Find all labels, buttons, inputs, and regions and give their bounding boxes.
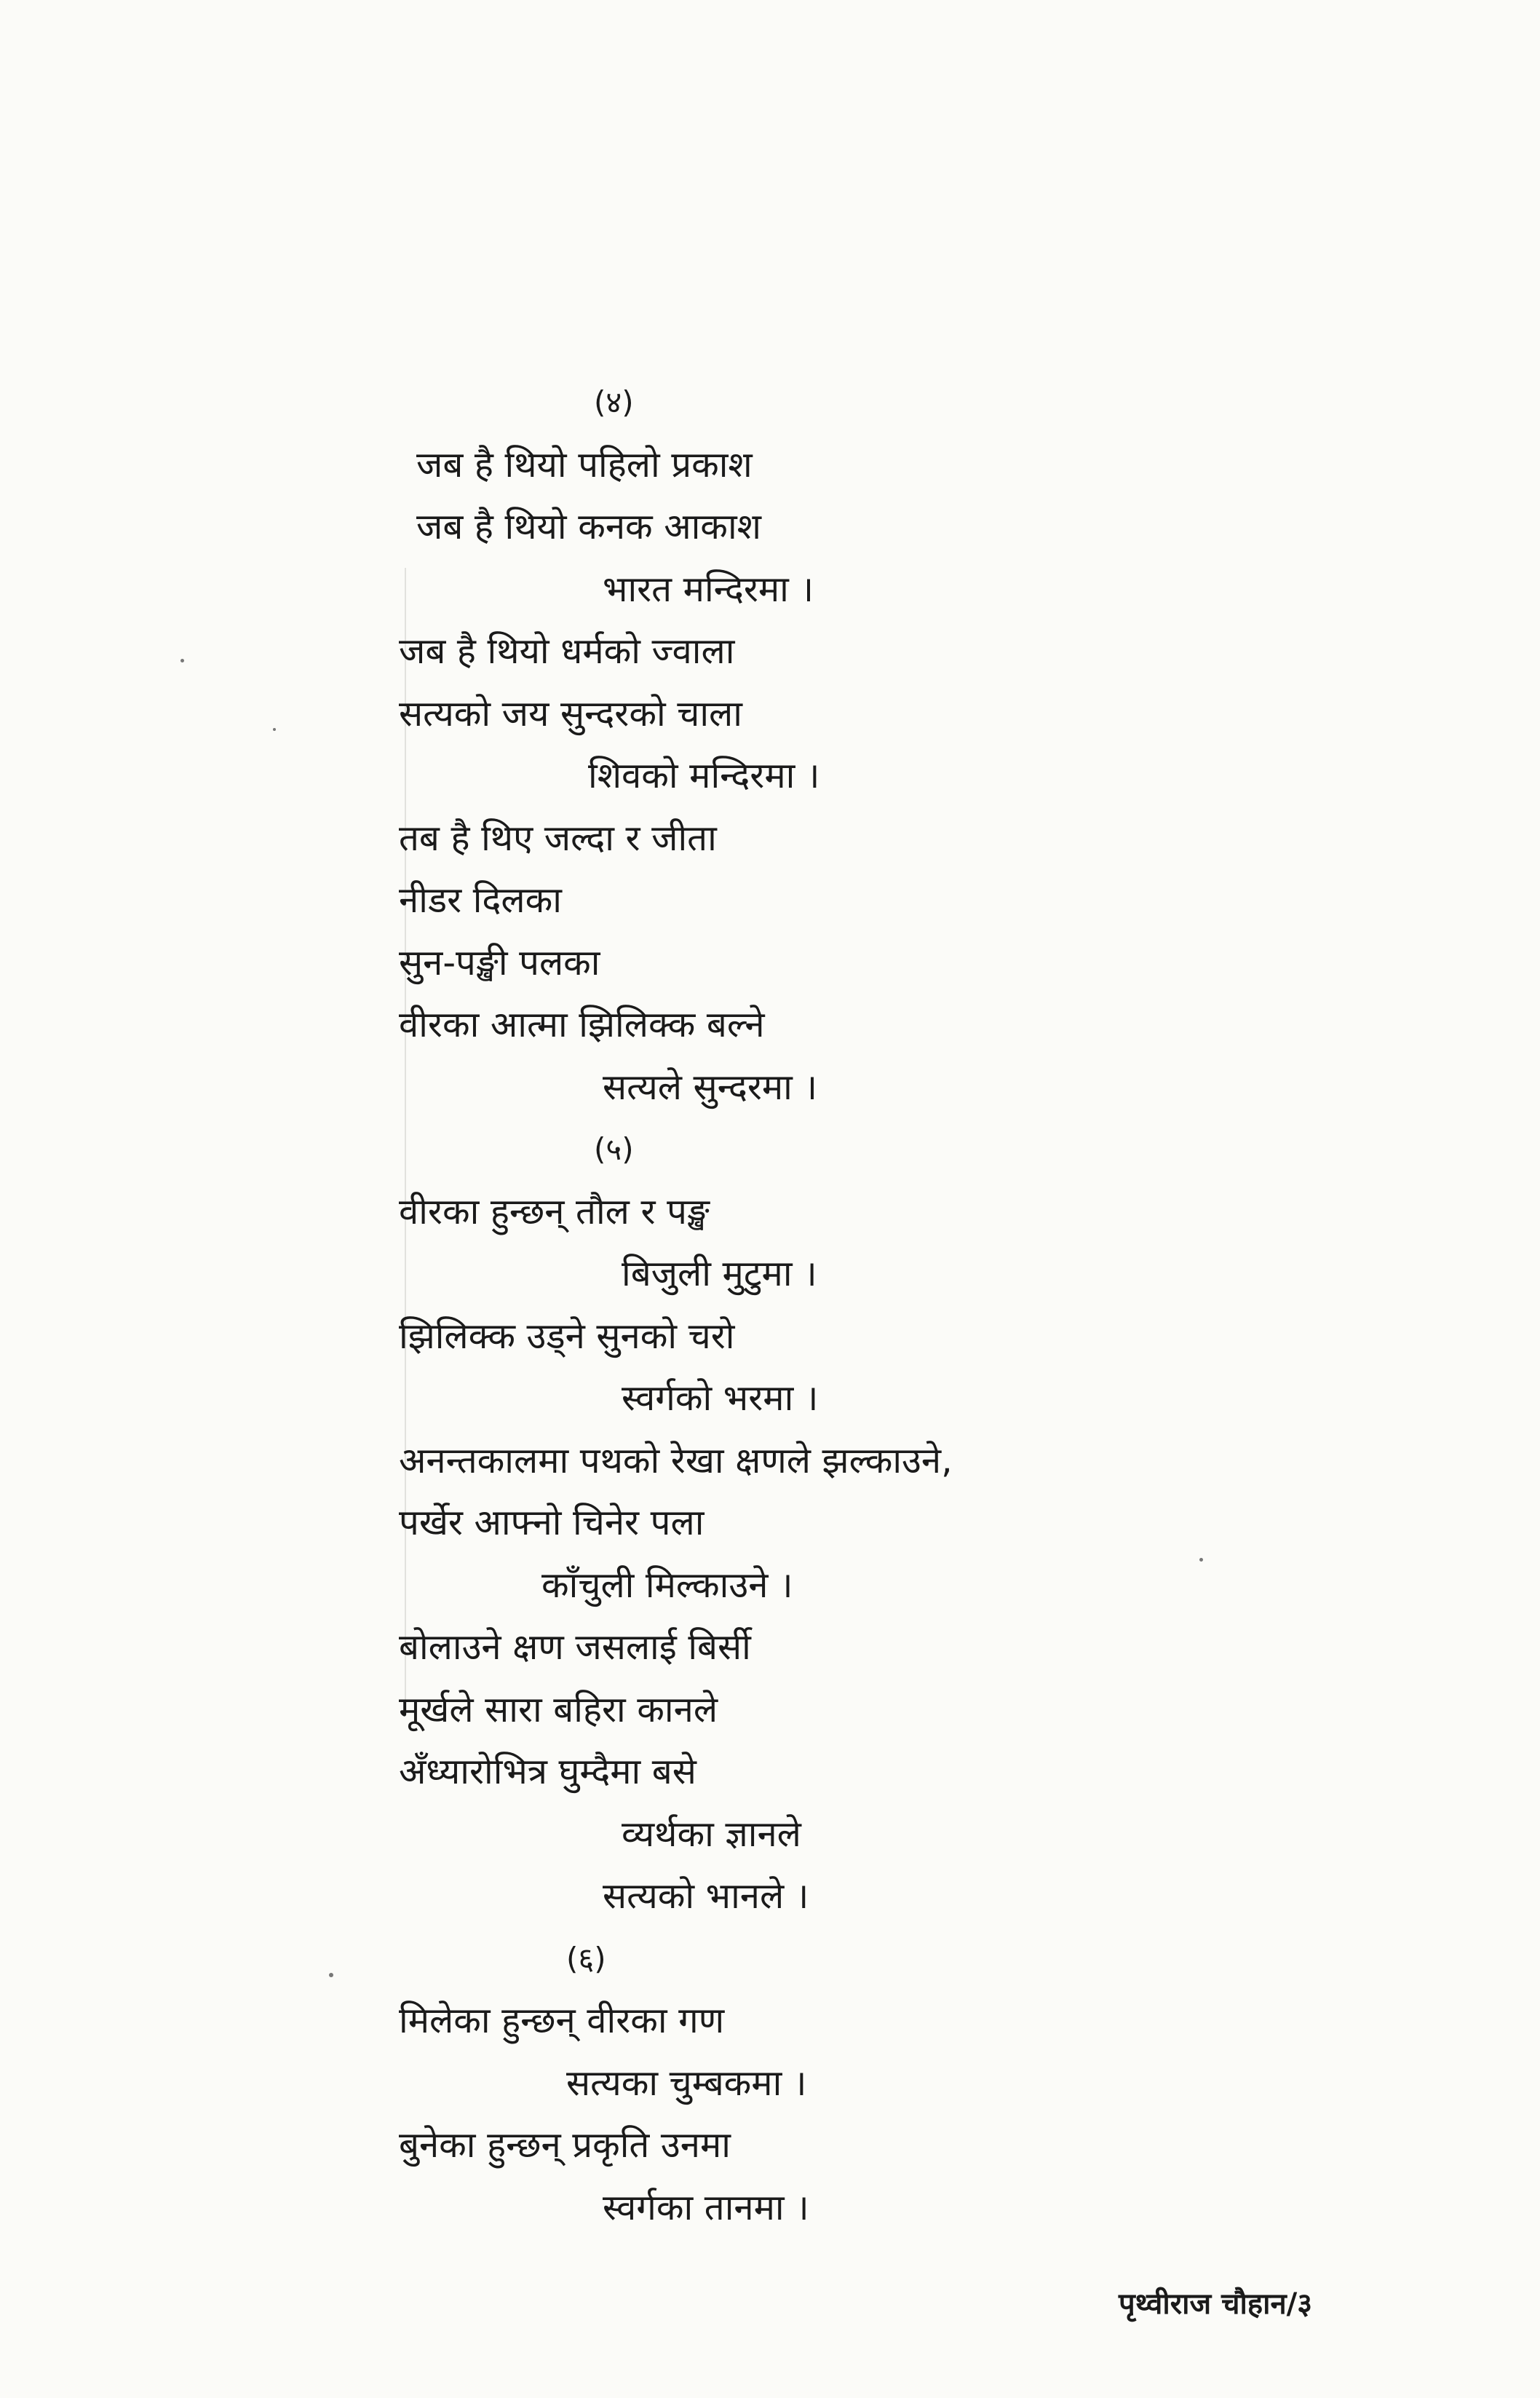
poem-line: बुनेका हुन्छन् प्रकृति उनमा [399,2124,731,2166]
poem-line: स्वर्गको भरमा । [622,1377,819,1419]
stanza-number: (६) [566,1940,606,1976]
paper-speck [1199,1558,1203,1562]
poem-body [399,371,1127,2239]
poem-line: पर्खेर आफ्नो चिनेर पला [399,1502,704,1543]
poem-line: बिजुली मुटुमा । [622,1253,817,1294]
stanza-number: (५) [594,1131,634,1167]
poem-line: शिवको मन्दिरमा । [588,755,820,796]
poem-line: सत्यले सुन्दरमा । [603,1066,818,1108]
poem-line: मूर्खले सारा बहिरा कानले [399,1688,718,1730]
poem-line: सत्यको जय सुन्दरको चाला [399,692,742,735]
poem-line: भारत मन्दिरमा । [603,568,814,610]
poem-line: स्वर्गका तानमा । [603,2186,809,2228]
running-footer: पृथ्वीराज चौहान/३ [1119,2287,1313,2321]
paper-speck [180,659,184,662]
paper-speck [329,1973,333,1977]
poem-line: अनन्तकालमा पथको रेखा क्षणले झल्काउने, [399,1439,953,1481]
poem-line: सुन-पङ्खी पलका [399,941,600,984]
poem-line: वीरका आत्मा झिलिक्क बल्ने [399,1004,765,1045]
paper-speck [273,728,276,731]
poem-line: मिलेका हुन्छन् वीरका गण [399,2000,725,2041]
poem-line: नीडर दिलका [399,879,562,921]
poem-line: जब है थियो धर्मको ज्वाला [399,630,735,672]
poem-line: वीरका हुन्छन् तौल र पङ्ख [399,1190,710,1232]
poem-line: अँध्यारोभित्र घुम्दैमा बसे [399,1751,696,1792]
poem-line: जब है थियो कनक आकाश [416,506,761,547]
poem-line: व्यर्थका ज्ञानले [622,1813,801,1855]
poem-line: झिलिक्क उड्ने सुनको चरो [399,1315,735,1357]
poem-line: काँचुली मिल्काउने । [541,1564,793,1606]
poem-line: सत्यका चुम्बकमा । [566,2062,807,2104]
poem-line: तब है थिए जल्दा र जीता [399,817,717,859]
poem-line: सत्यको भानले । [603,1875,809,1917]
poem-line: जब है थियो पहिलो प्रकाश [416,443,753,486]
stanza-number: (४) [594,384,634,420]
poem-line: बोलाउने क्षण जसलाई बिर्सी [399,1626,751,1668]
